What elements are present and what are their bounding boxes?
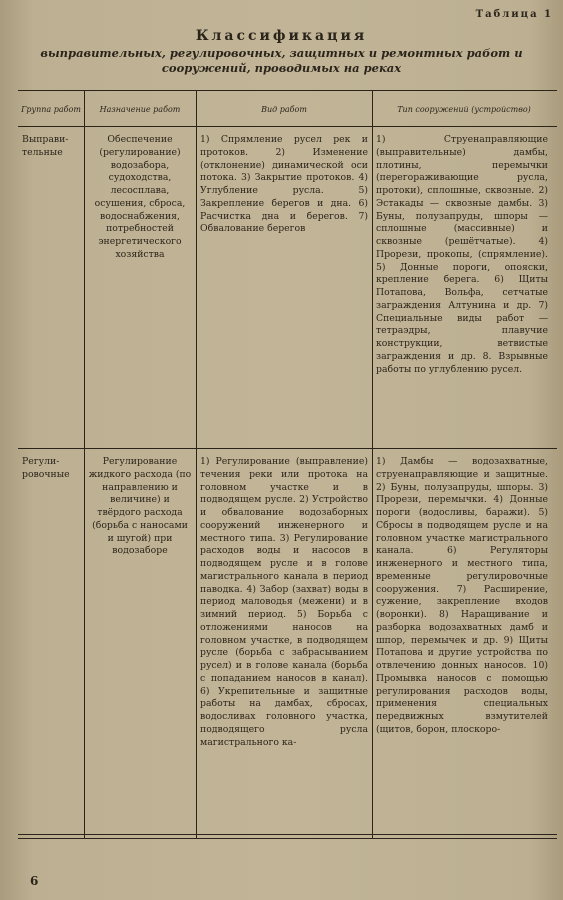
row-divider-rule <box>18 448 557 449</box>
table-number: Таблица 1 <box>475 9 553 20</box>
header-work: Вид работ <box>261 104 307 114</box>
column-divider-2 <box>196 90 197 838</box>
header-bottom-rule <box>18 126 557 127</box>
row2-work: 1) Регулирование (выправление) течения реки или протока на головном участке и в подводящем русле. 2) Устройство и обвалование водозаборных сооружений инженерного и местного типа. 3) Регулирование расходов воды и насосов в подводящем русле и в голове магистрального канала в период паводка. 4) Забор (захват) воды в период маловодья (межени) и в зимний период. 5) Борьба с отложениями наносов на головном участке, в подводящем русле (борьба с забрасыванием русел) и в голове канала (борьба с попаданием наносов в канал). 6) Укрепительные и защитные работы на дамбах, сбросах, водосливах головного участка, подводящего русла магистрального ка- <box>200 456 368 748</box>
column-divider-1 <box>84 90 85 838</box>
row1-structures: 1) Струенаправляющие (выправительные) дамбы, плотины, перемычки (перегораживающие русла, протоки), сплошные, сквозные. 2) Эстакады — сквозные дамбы. 3) Буны, полузапруды, шпоры — сплошные (массивные) и сквозные (решётчатые). 4) Прорези, прокопы, (спрямление). 5) Донные пороги, опояски, крепление берега. 6) Щиты Потапова, Вольфа, сетчатые заграждения Алтунина и др. 7) Специальные виды работ — тетраэдры, плавучие конструкции, ветвистые заграждения и др. 8. Взрывные работы по углублению русел. <box>376 134 548 375</box>
table-top-rule <box>18 90 557 91</box>
row1-work: 1) Спрямление русел рек и протоков. 2) Изменение (отклонение) динамической оси потока. 3) Закрытие протоков. 4) Углубление русла. 5) Закрепление берегов и дна. 6) Расчистка дна и берегов. 7) Обвалование берегов <box>200 134 368 235</box>
header-purpose: Назначение работ <box>99 104 181 114</box>
table-subtitle: выправительных, регулировочных, защитных и ремонтных работ и сооружений, проводимых на реках <box>40 46 523 75</box>
row2-group: Регули-ровочные <box>22 456 70 480</box>
page-number: 6 <box>30 874 39 888</box>
row2-structures: 1) Дамбы — водозахватные, струенаправляющие и защитные. 2) Буны, полузапруды, шпоры. 3) Прорези, перемычки. 4) Донные пороги (водосливы, баражи). 5) Сбросы в подводящем русле и на головном участке магистрального канала. 6) Регуляторы инженерного и местного типа, временные регулировочные сооружения. 7) Расширение, сужение, закрепление входов (воронки). 8) Наращивание и разборка водозахватных дамб и шпор, перемычек и др. 9) Щиты Потапова и другие устройства по отвлечению донных наносов. 10) Промывка наносов с помощью регулирования расходов воды, применения специальных передвижных взмутителей (щитов, борон, плоскоро- <box>376 456 548 735</box>
table-bottom-rule-2 <box>18 838 557 839</box>
column-divider-3 <box>372 90 373 838</box>
header-structures: Тип сооружений (устройство) <box>397 104 531 114</box>
table-title: Классификация <box>195 28 368 44</box>
row1-purpose: Обеспечение (регулирование) водозабора, судоходства, лесосплава, осушения, сброса, водоснабжения, потребностей энергетического хозяйства <box>94 134 186 260</box>
row2-purpose: Регулирование жидкого расхода (по направлению и величине) и твёрдого расхода (борьба с наносами и шугой) при водозаборе <box>88 456 192 557</box>
row1-group: Выправи-тельные <box>22 134 69 158</box>
header-group: Группа работ <box>21 104 81 114</box>
table-bottom-rule <box>18 834 557 835</box>
